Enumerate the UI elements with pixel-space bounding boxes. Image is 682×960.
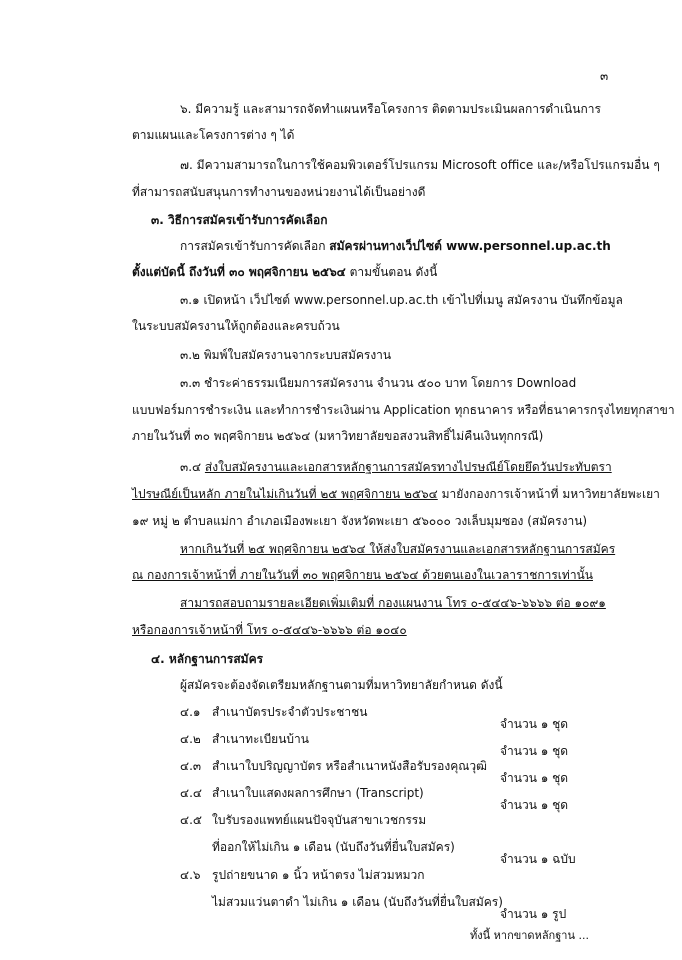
evidence-number: ๔.๑ — [180, 705, 201, 719]
section3-intro-prefix: การสมัครเข้ารับการคัดเลือก — [180, 239, 330, 253]
section4-intro: ผู้สมัครจะต้องจัดเตรียมหลักฐานตามที่มหาวิทยาลัยกำหนด ดังนี้ — [180, 678, 503, 692]
evidence-text: สำเนาใบแสดงผลการศึกษา (Transcript) — [212, 786, 424, 800]
contact-line2: หรือกองการเจ้าหน้าที่ โทร ๐-๕๔๔๖-๖๖๖๖ ต่อ ๑๐๔๐ — [132, 623, 407, 637]
evidence-text-cont: ไม่สวมแว่นตาดำ ไม่เกิน ๑ เดือน (นับถึงวันที่ยื่นใบสมัคร) — [212, 895, 503, 909]
late-submission-line1: หากเกินวันที่ ๒๕ พฤศจิกายน ๒๕๖๔ ให้ส่งใบสมัครงานและเอกสารหลักฐานการสมัคร — [180, 542, 616, 556]
late-submission-line2: ณ กองการเจ้าหน้าที่ ภายในวันที่ ๓๐ พฤศจิกายน ๒๕๖๔ ด้วยตนเองในเวลาราชการเท่านั้น — [132, 568, 593, 582]
section3-intro-suffix: ตามขั้นตอน ดังนี้ — [345, 265, 438, 279]
evidence-text: รูปถ่ายขนาด ๑ นิ้ว หน้าตรง ไม่สวมหมวก — [212, 868, 425, 882]
item6-line2: ตามแผนและโครงการต่าง ๆ ได้ — [132, 128, 295, 142]
step-3-1-line2: ในระบบสมัครงานให้ถูกต้องและครบถ้วน — [132, 319, 340, 333]
section3-website: สมัครผ่านทางเว็ปไซต์ www.personnel.up.ac.th — [329, 239, 611, 253]
step-3-3-line3: ภายในวันที่ ๓๐ พฤศจิกายน ๒๕๖๔ (มหาวิทยาลัยขอสงวนสิทธิ์ไม่คืนเงินทุกกรณี) — [132, 429, 544, 443]
step-3-4-address-start: มายังกองการเจ้าหน้าที่ มหาวิทยาลัยพะเยา — [437, 487, 660, 501]
evidence-qty: จำนวน ๑ ชุด — [500, 771, 569, 785]
evidence-text: สำเนาทะเบียนบ้าน — [212, 732, 309, 746]
evidence-number: ๔.๕ — [180, 813, 202, 827]
evidence-text: สำเนาใบปริญญาบัตร หรือสำเนาหนังสือรับรองคุณวุฒิ — [212, 759, 487, 773]
step-3-4-line3: ๑๙ หมู่ ๒ ตำบลแม่กา อำเภอเมืองพะเยา จังหวัดพะเยา ๕๖๐๐๐ วงเล็บมุมซอง (สมัครงาน) — [132, 514, 588, 528]
step-3-4-line2 — [132, 488, 660, 500]
section3-intro-line1 — [180, 240, 611, 252]
item7-line1: ๗. มีความสามารถในการใช้คอมพิวเตอร์โปรแกรม Microsoft office และ/หรือโปรแกรมอื่น ๆ — [180, 158, 660, 172]
step-3-4-line1 — [180, 461, 612, 473]
section3-deadline: ตั้งแต่บัดนี้ ถึงวันที่ ๓๐ พฤศจิกายน ๒๕๖๔ — [132, 265, 346, 279]
evidence-qty: จำนวน ๑ ฉบับ — [500, 852, 576, 866]
step-3-4-mail-deadline: ไปรษณีย์เป็นหลัก ภายในไม่เกินวันที่ ๒๕ พฤศจิกายน ๒๕๖๔ — [132, 487, 438, 501]
step-3-2: ๓.๒ พิมพ์ใบสมัครงานจากระบบสมัครงาน — [180, 348, 392, 362]
evidence-qty: จำนวน ๑ ชุด — [500, 744, 569, 758]
item7-line2: ที่สามารถสนับสนุนการทำงานของหน่วยงานได้เป็นอย่างดี — [132, 185, 426, 199]
evidence-qty: จำนวน ๑ รูป — [500, 907, 567, 921]
evidence-number: ๔.๖ — [180, 868, 201, 882]
evidence-text-cont: ที่ออกให้ไม่เกิน ๑ เดือน (นับถึงวันที่ยื่นใบสมัคร) — [212, 840, 455, 854]
evidence-text: สำเนาบัตรประจำตัวประชาชน — [212, 705, 368, 719]
page-number: ๓ — [600, 69, 609, 83]
evidence-number: ๔.๔ — [180, 786, 202, 800]
continuation-footer: ทั้งนี้ หากขาดหลักฐาน ... — [470, 929, 589, 942]
section4-heading: ๔. หลักฐานการสมัคร — [151, 652, 264, 666]
evidence-number: ๔.๒ — [180, 732, 201, 746]
evidence-text: ใบรับรองแพทย์แผนปัจจุบันสาขาเวชกรรม — [212, 813, 427, 827]
evidence-number: ๔.๓ — [180, 759, 202, 773]
evidence-qty: จำนวน ๑ ชุด — [500, 798, 569, 812]
step-3-1-line1: ๓.๑ เปิดหน้า เว็ปไซต์ www.personnel.up.ac.th เข้าไปที่เมนู สมัครงาน บันทึกข้อมูล — [180, 293, 623, 307]
item6-line1: ๖. มีความรู้ และสามารถจัดทำแผนหรือโครงการ ติดตามประเมินผลการดำเนินการ — [180, 102, 601, 116]
step-3-3-line1: ๓.๓ ชำระค่าธรรมเนียมการสมัครงาน จำนวน ๕๐๐ บาท โดยการ Download — [180, 376, 577, 390]
step-3-4-mail-instruction: ส่งใบสมัครงานและเอกสารหลักฐานการสมัครทางไปรษณีย์โดยยึดวันประทับตรา — [204, 460, 612, 474]
step-3-3-line2: แบบฟอร์มการชำระเงิน และทำการชำระเงินผ่าน Application ทุกธนาคาร หรือที่ธนาคารกรุงไทยทุกสาขา — [132, 403, 675, 417]
section3-intro-line2 — [132, 266, 437, 278]
step-3-4-number: ๓.๔ — [180, 460, 205, 474]
section3-heading: ๓. วิธีการสมัครเข้ารับการคัดเลือก — [151, 213, 328, 227]
evidence-qty: จำนวน ๑ ชุด — [500, 717, 569, 731]
contact-line1: สามารถสอบถามรายละเอียดเพิ่มเติมที่ กองแผนงาน โทร ๐-๕๔๔๖-๖๖๖๖ ต่อ ๑๐๙๑ — [180, 596, 606, 610]
